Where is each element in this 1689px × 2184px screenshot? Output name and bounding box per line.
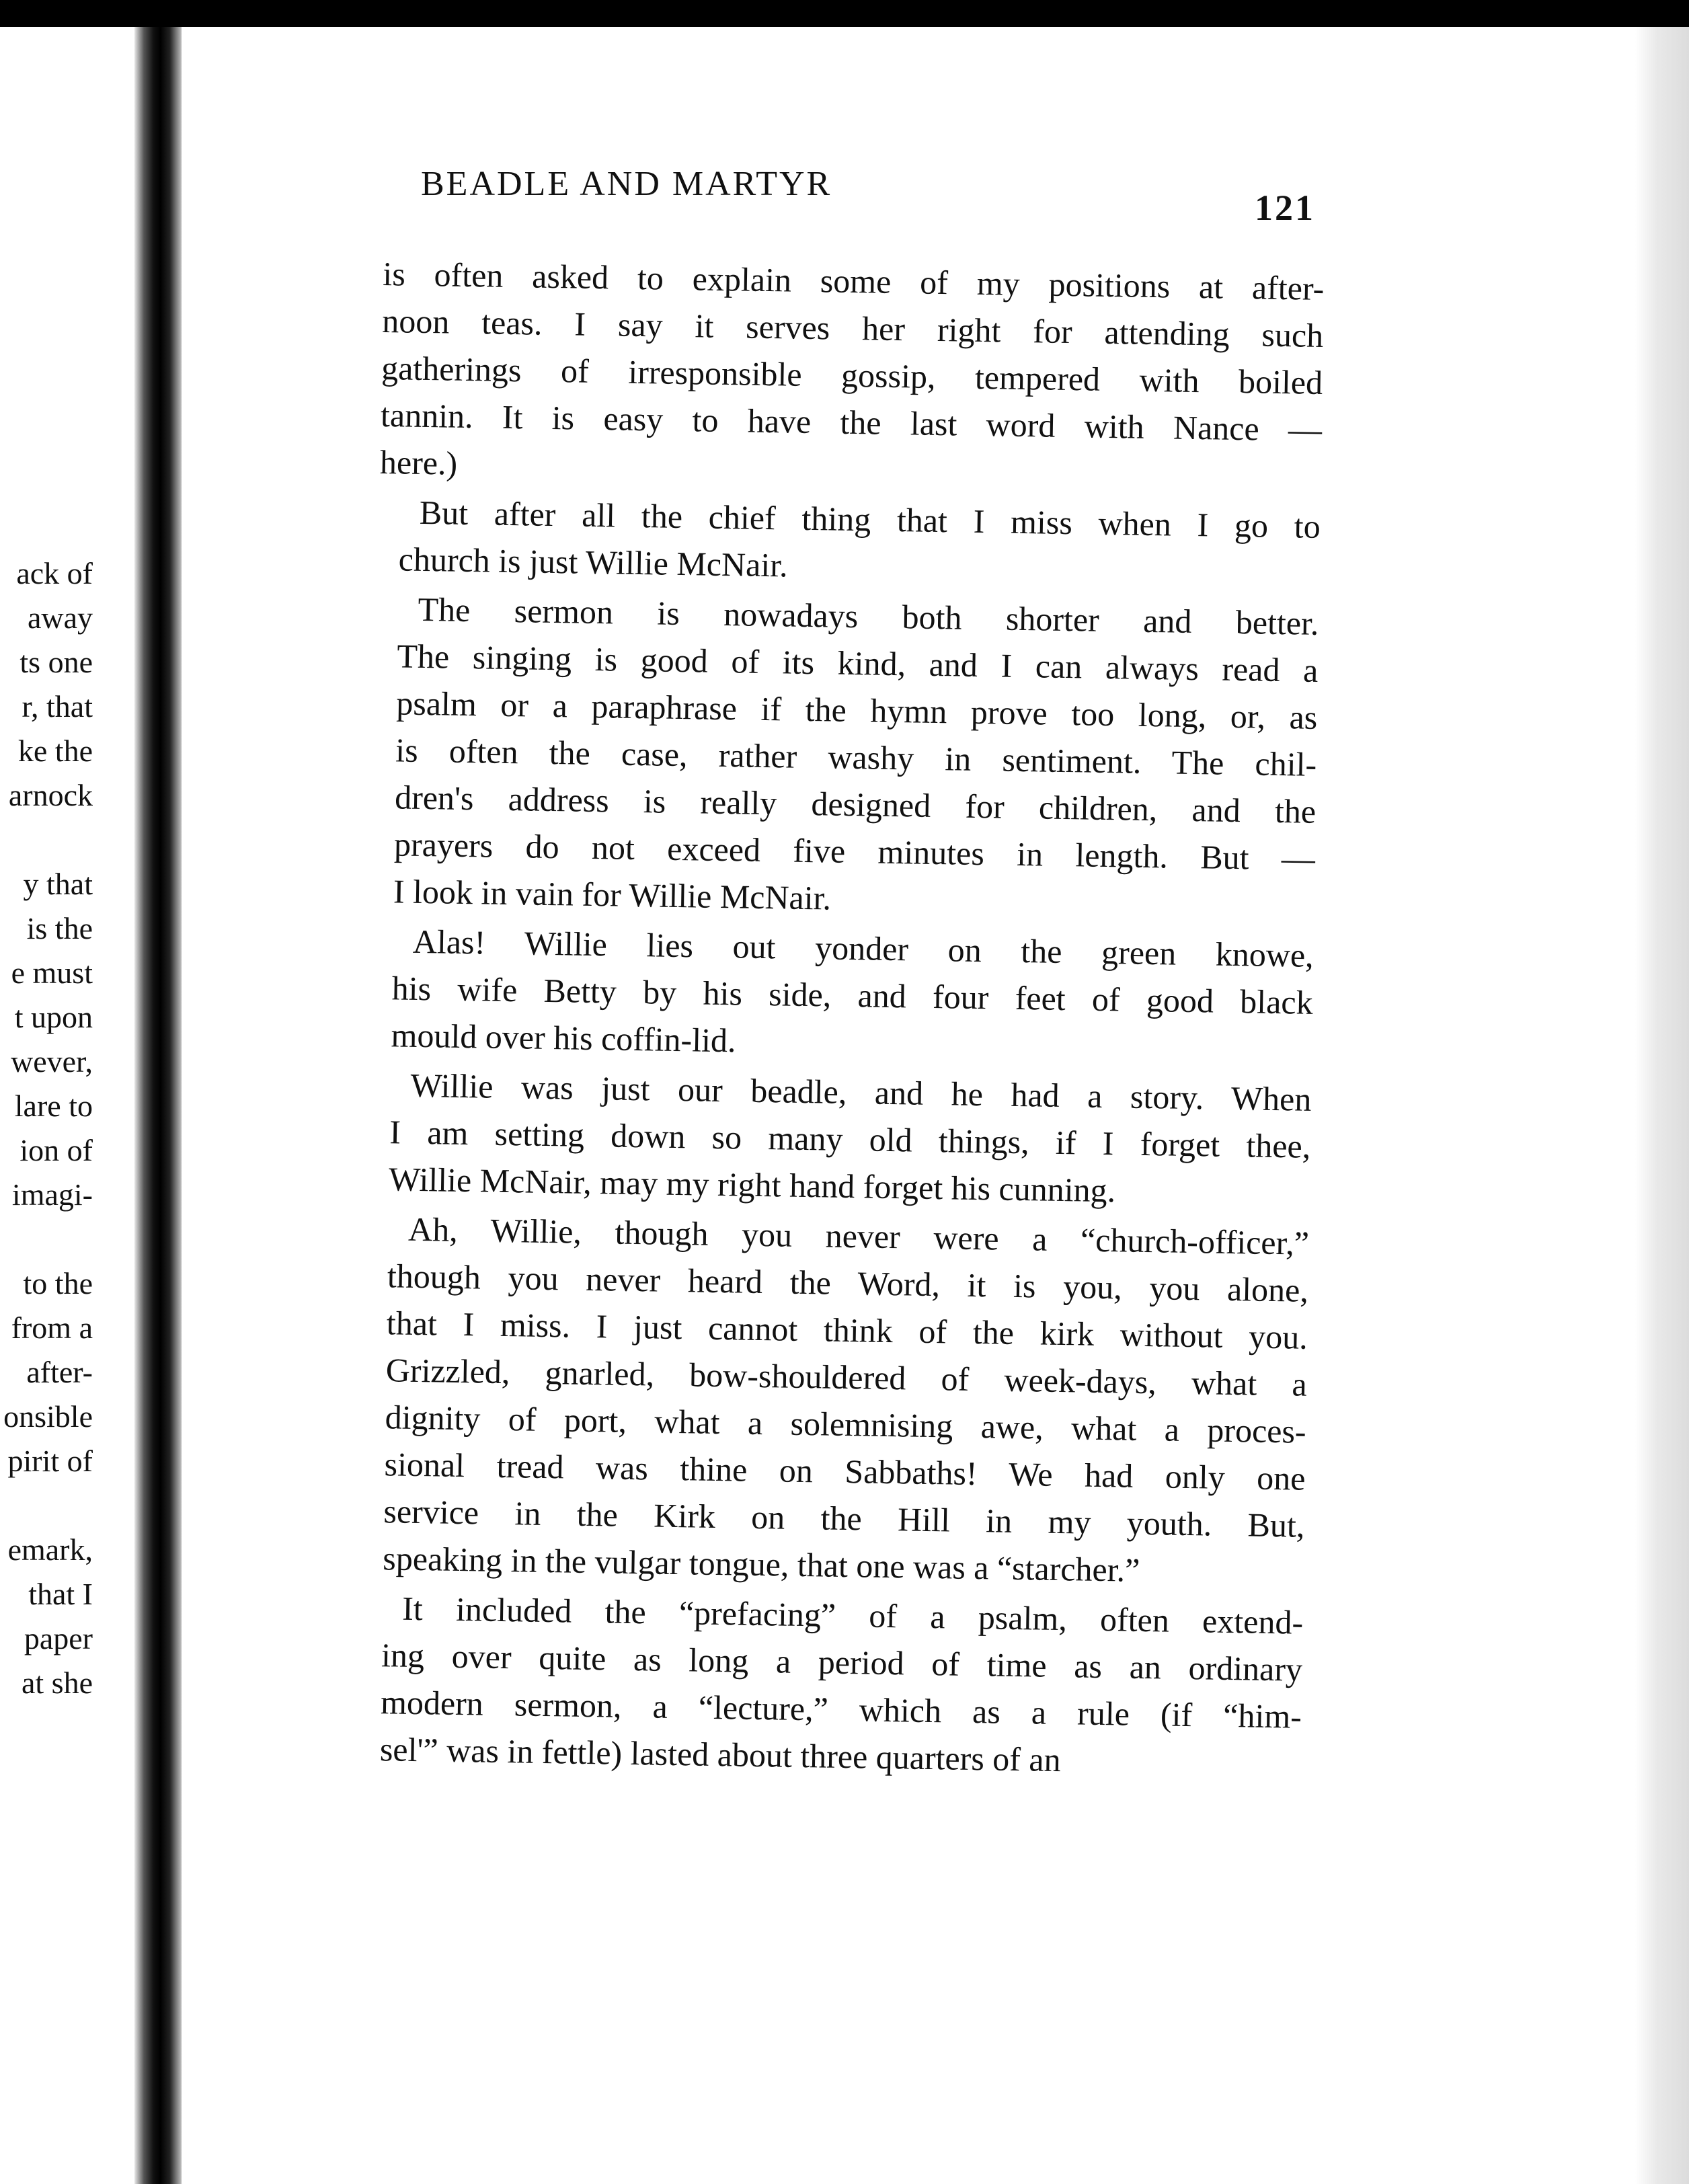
paragraph xyxy=(370,917,1314,1073)
book-spine-shadow xyxy=(134,27,182,2184)
text-line: is often the case, rather washy in sentiment. The chil- xyxy=(395,731,1317,783)
body-text xyxy=(359,250,1324,1790)
running-head-title: BEADLE AND MARTYR xyxy=(421,165,832,203)
text-line: But after all the chief thing that I miss when I go to xyxy=(419,493,1321,545)
text-line: sel'” was in fettle) lasted about three quarters of an xyxy=(379,1730,1062,1779)
facing-page-line: from a xyxy=(11,1311,93,1345)
facing-page-text xyxy=(0,551,93,1705)
text-line: dignity of port, what a solemnising awe, what a proces- xyxy=(385,1398,1307,1450)
facing-page-line: t upon xyxy=(14,1000,93,1034)
facing-page-line: after- xyxy=(26,1355,93,1389)
facing-page-line: to the xyxy=(23,1266,93,1300)
facing-page-line: r, that xyxy=(22,689,93,724)
facing-page-line: at she xyxy=(21,1666,93,1700)
paragraph xyxy=(378,488,1321,597)
text-line: tannin. It is easy to have the last word with Nance — xyxy=(380,395,1323,448)
paragraph xyxy=(362,1205,1310,1596)
facing-page-line: ke the xyxy=(17,734,93,768)
text-line: Grizzled, gnarled, bow-shouldered of week-days, what a xyxy=(385,1351,1308,1403)
text-line: dren's address is really designed for children, and the xyxy=(394,778,1317,830)
facing-page-line: ack of xyxy=(16,556,93,590)
facing-page-line: paper xyxy=(24,1621,93,1655)
text-line: noon teas. I say it serves her right for attending such xyxy=(381,301,1324,354)
facing-page-line xyxy=(0,1483,93,1528)
facing-page-line: away xyxy=(27,600,93,635)
text-line: here.) xyxy=(379,442,458,482)
text-line: though you never heard the Word, it is you, you alone, xyxy=(387,1257,1309,1309)
paragraph xyxy=(368,1061,1312,1217)
paragraph xyxy=(380,250,1325,500)
paragraph xyxy=(359,1584,1303,1787)
facing-page-line: e must xyxy=(11,956,93,990)
text-line: service in the Kirk on the Hill in my youth. But, xyxy=(383,1492,1305,1545)
text-line: speaking in the vulgar tongue, that one was a “starcher.” xyxy=(383,1539,1140,1589)
text-line: It included the “prefacing” of a psalm, often extend- xyxy=(401,1589,1304,1641)
text-line: modern sermon, a “lecture,” which as a rule (if “him- xyxy=(380,1683,1302,1736)
text-line: Alas! Willie lies out yonder on the green knowe, xyxy=(412,922,1314,974)
text-line: Ah, Willie, though you never were a “church-officer,” xyxy=(407,1210,1310,1262)
facing-page-line: arnock xyxy=(8,778,93,812)
facing-page-line xyxy=(0,1217,93,1261)
text-line: mould over his coffin-lid. xyxy=(391,1016,736,1060)
text-line: Willie was just our beadle, and he had a story. When xyxy=(410,1066,1312,1118)
text-line: that I miss. I just cannot think of the kirk without you. xyxy=(386,1304,1308,1356)
book-page xyxy=(182,0,1689,2184)
text-line: The singing is good of its kind, and I can always read a xyxy=(397,637,1319,689)
facing-page-line: lare to xyxy=(14,1089,93,1123)
scan-border xyxy=(182,0,1689,27)
facing-page-line: ion of xyxy=(19,1133,93,1167)
facing-page-line: ts one xyxy=(19,645,93,679)
facing-page-line: pirit of xyxy=(7,1444,93,1478)
text-line: prayers do not exceed five minutes in length. But — xyxy=(393,825,1316,878)
facing-page xyxy=(0,27,134,2184)
facing-page-line: is the xyxy=(26,911,93,945)
text-line: The sermon is nowadays both shorter and better. xyxy=(418,590,1319,642)
facing-page-line: imagi- xyxy=(11,1177,93,1212)
facing-page-line: wever, xyxy=(10,1044,93,1079)
text-line: ing over quite as long a period of time as an ordinary xyxy=(381,1636,1303,1688)
text-line: I look in vain for Willie McNair. xyxy=(393,872,832,917)
facing-page-line: emark, xyxy=(7,1532,93,1567)
page-edge xyxy=(1635,27,1689,2184)
text-line: I am setting down so many old things, if I forget thee, xyxy=(389,1113,1311,1165)
text-line: gatherings of irresponsible gossip, tempered with boiled xyxy=(381,348,1323,401)
facing-page-line: y that xyxy=(23,867,93,901)
text-line: Willie McNair, may my right hand forget his cunning. xyxy=(388,1160,1116,1210)
text-line: psalm or a paraphrase if the hymn prove too long, or, as xyxy=(395,684,1318,736)
text-line: his wife Betty by his side, and four feet of good black xyxy=(391,969,1314,1021)
page-number: 121 xyxy=(1255,188,1315,228)
paragraph xyxy=(372,585,1319,929)
facing-page-line: that I xyxy=(28,1577,93,1611)
text-line: is often asked to explain some of my positions at after- xyxy=(383,254,1325,307)
facing-page-line xyxy=(0,818,93,862)
text-line: sional tread was thine on Sabbaths! We had only one xyxy=(384,1445,1306,1497)
facing-page-line: onsible xyxy=(3,1399,93,1434)
text-line: church is just Willie McNair. xyxy=(398,540,789,584)
